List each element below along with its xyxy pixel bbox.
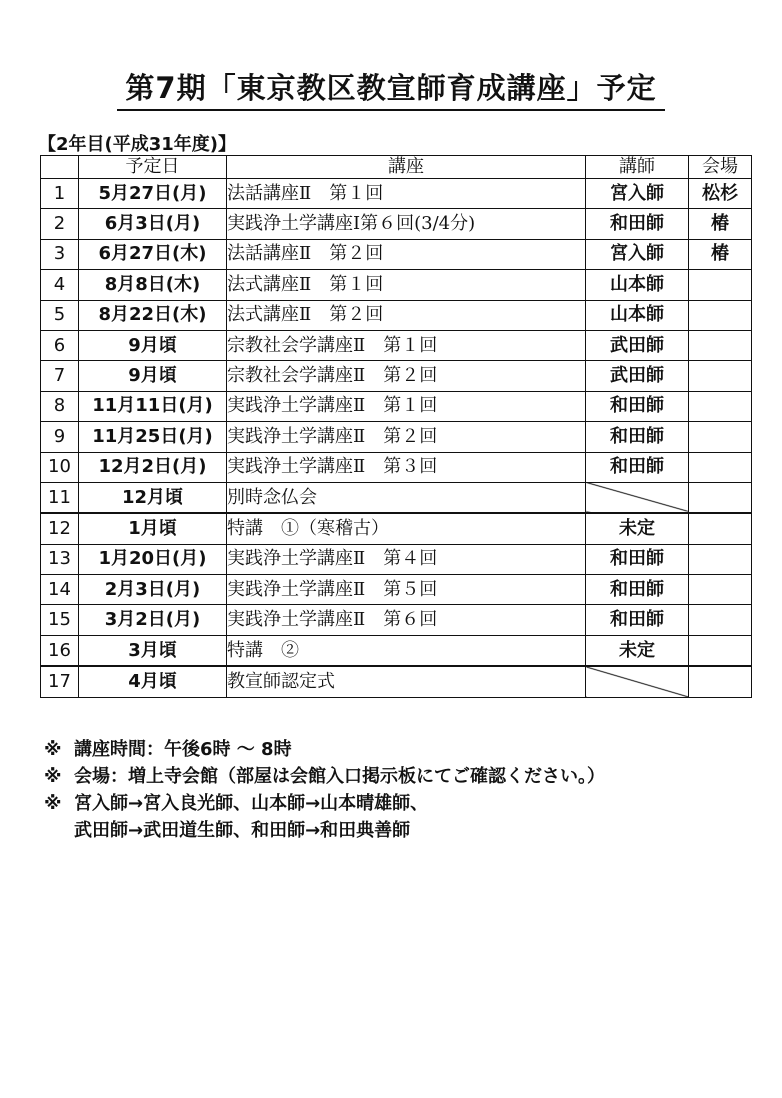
row-date: 6月3日(月) xyxy=(79,209,227,239)
row-teacher: 山本師 xyxy=(586,300,689,330)
row-number: 1 xyxy=(41,179,79,209)
row-number: 7 xyxy=(41,361,79,391)
row-venue xyxy=(689,422,752,452)
row-course: 特講 ①（寒稽古） xyxy=(227,513,586,544)
header-date: 予定日 xyxy=(79,156,227,179)
table-row xyxy=(41,635,752,666)
row-teacher: 宮入師 xyxy=(586,179,689,209)
row-venue xyxy=(689,482,752,513)
document-title xyxy=(0,66,782,111)
table-row xyxy=(41,422,752,452)
table-row xyxy=(41,270,752,300)
row-course: 特講 ② xyxy=(227,635,586,666)
row-number: 16 xyxy=(41,635,79,666)
row-date: 8月22日(木) xyxy=(79,300,227,330)
header-no xyxy=(41,156,79,179)
row-date: 3月頃 xyxy=(79,635,227,666)
row-date: 9月頃 xyxy=(79,361,227,391)
row-date: 11月11日(月) xyxy=(79,391,227,421)
note-mark: ※ xyxy=(44,793,62,814)
table-row xyxy=(41,482,752,513)
row-date: 5月27日(月) xyxy=(79,179,227,209)
row-number: 15 xyxy=(41,605,79,635)
table-row xyxy=(41,330,752,360)
row-course: 法式講座Ⅱ 第２回 xyxy=(227,300,586,330)
header-venue: 会場 xyxy=(689,156,752,179)
table-row xyxy=(41,666,752,697)
note-teachers xyxy=(44,790,605,817)
row-venue xyxy=(689,330,752,360)
row-venue xyxy=(689,513,752,544)
document-title-text: 第7期「東京教区教宣師育成講座」予定 xyxy=(117,66,664,111)
row-date: 11月25日(月) xyxy=(79,422,227,452)
row-course: 実践浄土学講座Ⅱ 第１回 xyxy=(227,391,586,421)
row-date: 4月頃 xyxy=(79,666,227,697)
row-teacher: 武田師 xyxy=(586,361,689,391)
row-number: 14 xyxy=(41,575,79,605)
table-row xyxy=(41,361,752,391)
row-course: 実践浄土学講座Ⅱ 第４回 xyxy=(227,544,586,574)
row-date: 1月頃 xyxy=(79,513,227,544)
row-teacher: 和田師 xyxy=(586,575,689,605)
row-teacher: 和田師 xyxy=(586,422,689,452)
row-date: 12月頃 xyxy=(79,482,227,513)
row-number: 13 xyxy=(41,544,79,574)
row-course: 法話講座Ⅱ 第２回 xyxy=(227,239,586,269)
row-date: 8月8日(木) xyxy=(79,270,227,300)
note-text: 会場：増上寺会館（部屋は会館入口掲示板にてご確認ください。） xyxy=(74,766,605,787)
row-number: 2 xyxy=(41,209,79,239)
row-venue xyxy=(689,300,752,330)
row-teacher-not-applicable xyxy=(586,482,689,513)
table-row xyxy=(41,300,752,330)
row-course: 法話講座Ⅱ 第１回 xyxy=(227,179,586,209)
row-number: 11 xyxy=(41,482,79,513)
row-venue xyxy=(689,635,752,666)
row-teacher: 和田師 xyxy=(586,391,689,421)
row-course: 実践浄土学講座Ⅱ 第３回 xyxy=(227,452,586,482)
row-venue xyxy=(689,666,752,697)
row-number: 12 xyxy=(41,513,79,544)
row-date: 3月2日(月) xyxy=(79,605,227,635)
row-course: 宗教社会学講座Ⅱ 第２回 xyxy=(227,361,586,391)
row-teacher: 未定 xyxy=(586,635,689,666)
row-course: 宗教社会学講座Ⅱ 第１回 xyxy=(227,330,586,360)
row-teacher: 和田師 xyxy=(586,605,689,635)
table-row xyxy=(41,544,752,574)
row-number: 8 xyxy=(41,391,79,421)
row-number: 4 xyxy=(41,270,79,300)
row-course: 実践浄土学講座Ⅱ 第５回 xyxy=(227,575,586,605)
row-teacher: 武田師 xyxy=(586,330,689,360)
row-venue xyxy=(689,452,752,482)
row-teacher: 山本師 xyxy=(586,270,689,300)
row-course: 教宣師認定式 xyxy=(227,666,586,697)
table-row xyxy=(41,239,752,269)
note-venue xyxy=(44,763,605,790)
table-header-row xyxy=(41,156,752,179)
row-teacher: 和田師 xyxy=(586,209,689,239)
table-row xyxy=(41,179,752,209)
row-date: 2月3日(月) xyxy=(79,575,227,605)
row-course: 法式講座Ⅱ 第１回 xyxy=(227,270,586,300)
table-row xyxy=(41,391,752,421)
row-number: 6 xyxy=(41,330,79,360)
note-mark: ※ xyxy=(44,739,62,760)
note-mark: ※ xyxy=(44,766,62,787)
row-course: 実践浄土学講座Ⅱ 第２回 xyxy=(227,422,586,452)
table-row xyxy=(41,513,752,544)
row-venue xyxy=(689,270,752,300)
header-course: 講座 xyxy=(227,156,586,179)
row-course: 実践浄土学講座Ⅱ 第６回 xyxy=(227,605,586,635)
row-course: 別時念仏会 xyxy=(227,482,586,513)
note-text: 宮入師→宮入良光師、山本師→山本晴雄師、 xyxy=(74,793,429,814)
row-number: 10 xyxy=(41,452,79,482)
table-row xyxy=(41,209,752,239)
row-number: 17 xyxy=(41,666,79,697)
table-row xyxy=(41,575,752,605)
row-teacher-not-applicable xyxy=(586,666,689,697)
row-teacher: 宮入師 xyxy=(586,239,689,269)
row-venue xyxy=(689,544,752,574)
row-venue: 椿 xyxy=(689,239,752,269)
row-venue: 松杉 xyxy=(689,179,752,209)
row-venue xyxy=(689,605,752,635)
document-subtitle: 【2年目(平成31年度)】 xyxy=(38,134,237,155)
note-text: 講座時間：午後6時 〜 8時 xyxy=(74,739,292,760)
row-date: 12月2日(月) xyxy=(79,452,227,482)
row-date: 9月頃 xyxy=(79,330,227,360)
table-row xyxy=(41,452,752,482)
row-number: 9 xyxy=(41,422,79,452)
row-venue: 椿 xyxy=(689,209,752,239)
header-teacher: 講師 xyxy=(586,156,689,179)
row-number: 3 xyxy=(41,239,79,269)
row-teacher: 和田師 xyxy=(586,544,689,574)
row-date: 1月20日(月) xyxy=(79,544,227,574)
row-teacher: 未定 xyxy=(586,513,689,544)
schedule-table xyxy=(40,155,752,698)
row-course: 実践浄土学講座Ⅰ第６回(3/4分) xyxy=(227,209,586,239)
note-lecture-time xyxy=(44,736,605,763)
row-teacher: 和田師 xyxy=(586,452,689,482)
row-venue xyxy=(689,361,752,391)
row-venue xyxy=(689,391,752,421)
row-date: 6月27日(木) xyxy=(79,239,227,269)
row-venue xyxy=(689,575,752,605)
table-row xyxy=(41,605,752,635)
notes-section xyxy=(44,736,605,844)
row-number: 5 xyxy=(41,300,79,330)
note-teachers-continued: 武田師→武田道生師、和田師→和田典善師 xyxy=(74,820,411,841)
